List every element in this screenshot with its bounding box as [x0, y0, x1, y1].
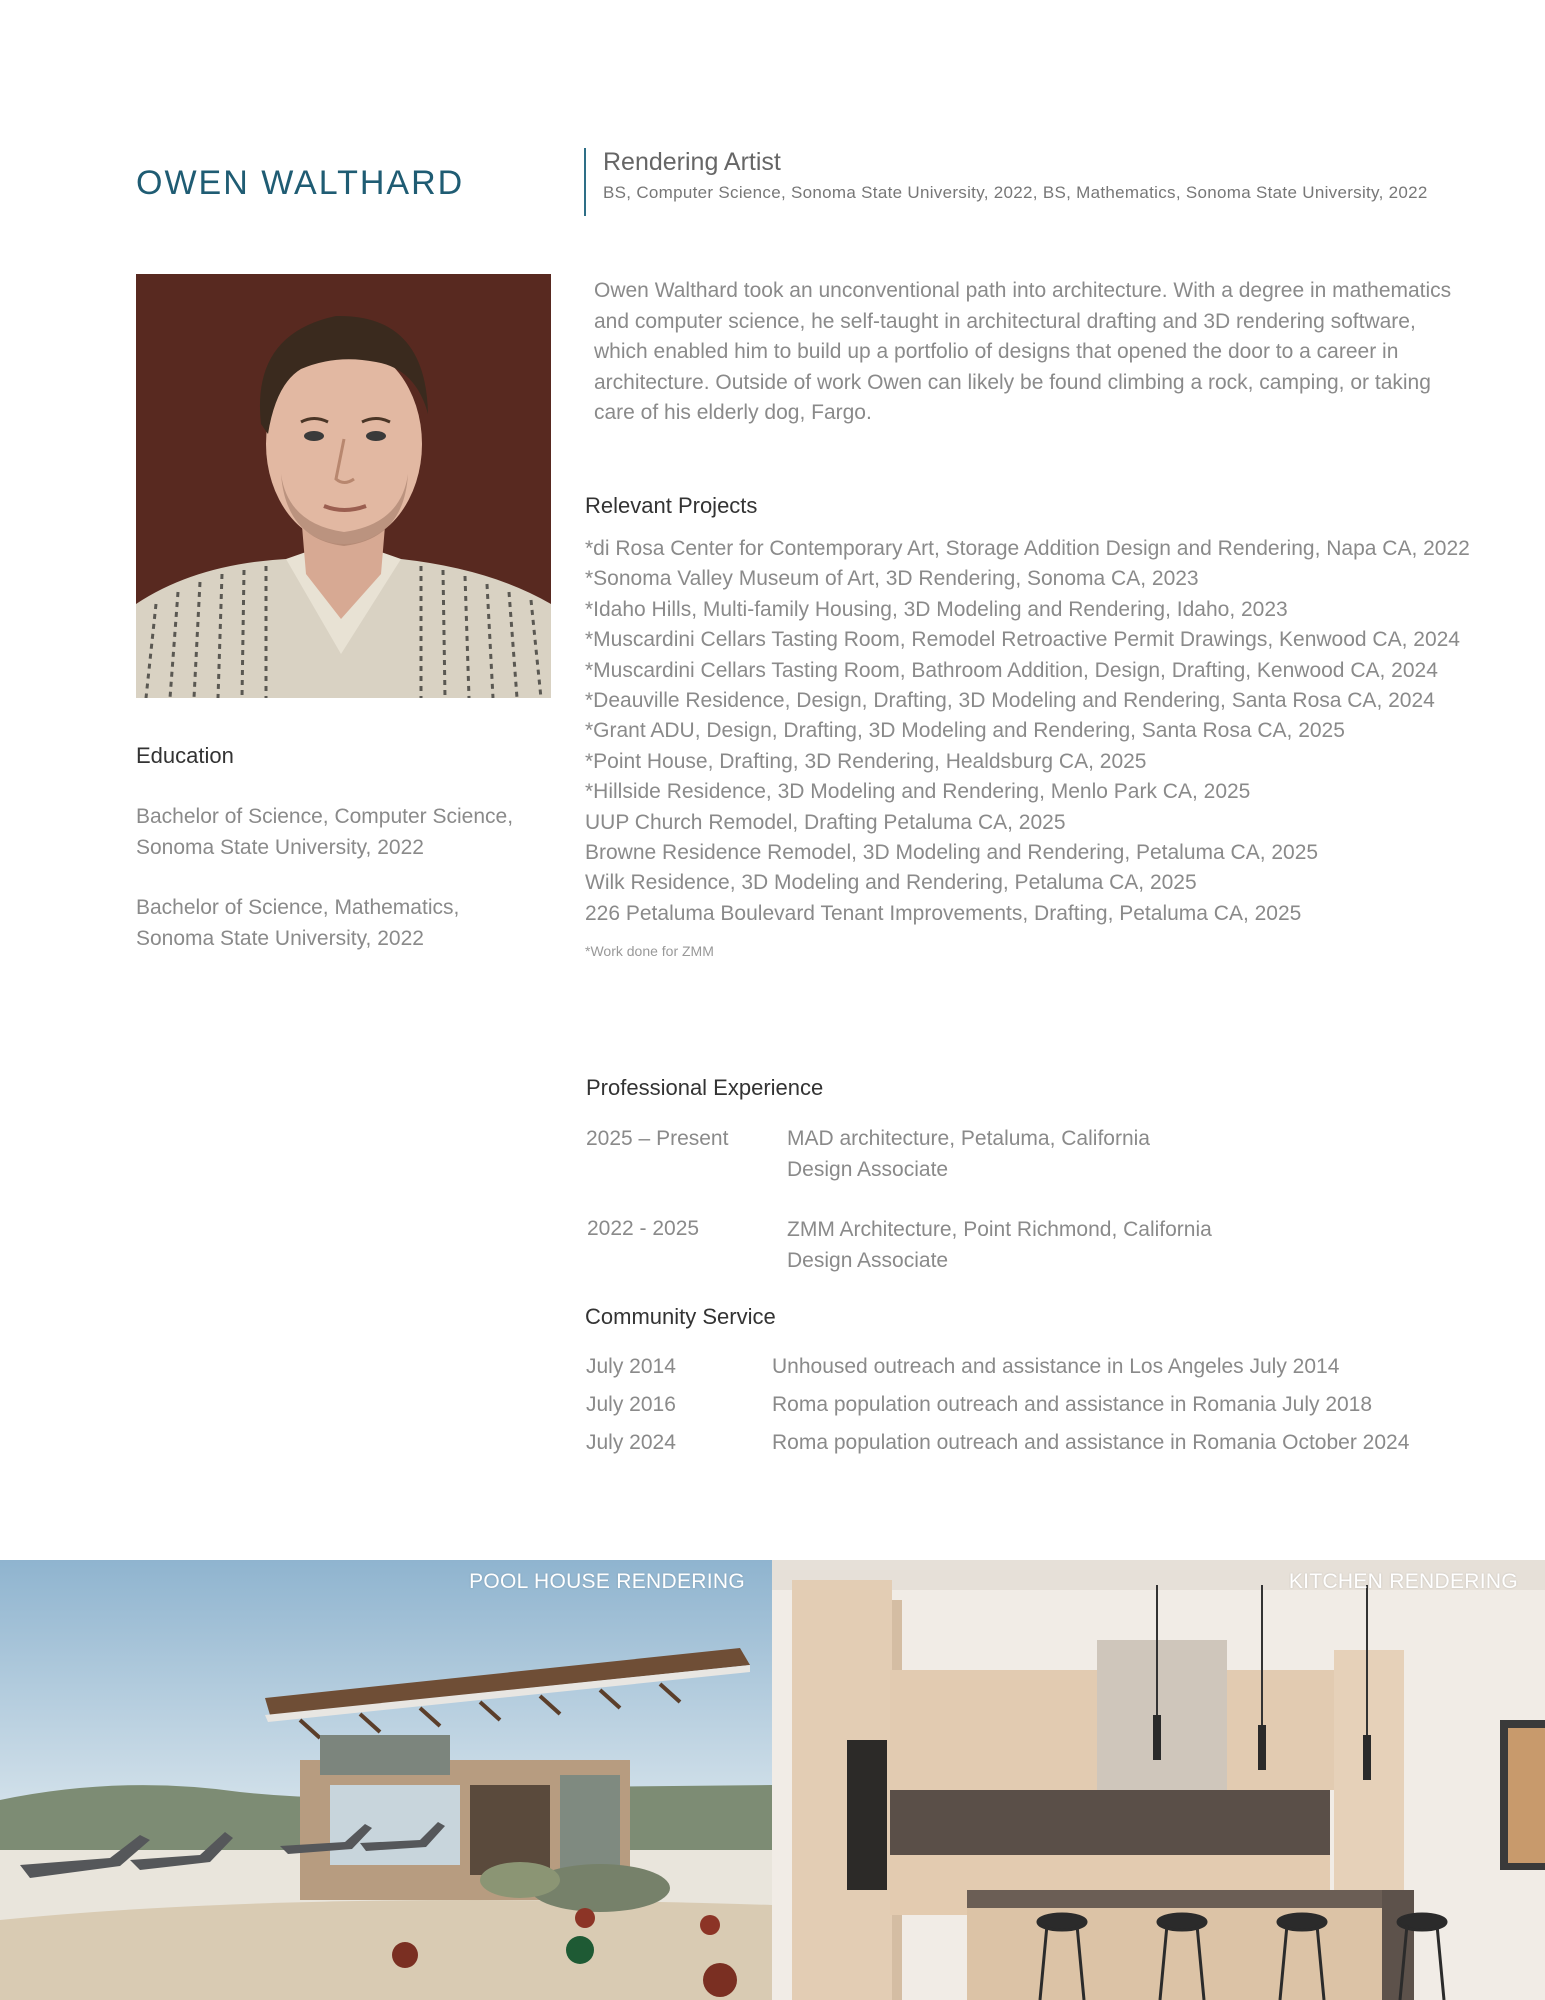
- kitchen-rendering: [772, 1560, 1545, 2000]
- pool-house-caption: POOL HOUSE RENDERING: [469, 1570, 745, 1593]
- projects-heading: Relevant Projects: [585, 493, 758, 518]
- community-description: Roma population outreach and assistance in Romania July 2018: [772, 1393, 1373, 1416]
- community-description: Unhoused outreach and assistance in Los Angeles July 2014: [772, 1355, 1340, 1378]
- education-school: Sonoma State University, 2022: [136, 835, 424, 859]
- education-item: [136, 893, 459, 954]
- project-item: *Grant ADU, Design, Drafting, 3D Modeling and Rendering, Santa Rosa CA, 2025: [585, 719, 1345, 743]
- degrees-summary: BS, Computer Science, Sonoma State University, 2022, BS, Mathematics, Sonoma State University, 2022: [603, 183, 1428, 202]
- pool-house-rendering: [0, 1560, 772, 2000]
- community-date: July 2014: [586, 1355, 676, 1378]
- candidate-name: OWEN WALTHARD: [136, 164, 465, 202]
- project-item: *Hillside Residence, 3D Modeling and Rendering, Menlo Park CA, 2025: [585, 780, 1251, 804]
- project-item: UUP Church Remodel, Drafting Petaluma CA, 2025: [585, 810, 1066, 834]
- experience-company: MAD architecture, Petaluma, California: [787, 1127, 1150, 1150]
- projects-list: [585, 534, 1470, 929]
- education-degree: Bachelor of Science, Mathematics,: [136, 896, 460, 919]
- bio-paragraph: Owen Walthard took an unconventional path into architecture. With a degree in mathematics and computer science, he self-taught in architectural drafting and 3D rendering software, which enabled him to build up a portfolio of designs that opened the door to a career in architecture. Outside of work Owen can likely be found climbing a rock, camping, or taking care of his elderly dog, Fargo.: [594, 279, 1452, 424]
- project-item: *Muscardini Cellars Tasting Room, Remodel Retroactive Permit Drawings, Kenwood CA, 2024: [585, 628, 1460, 652]
- community-heading: Community Service: [585, 1304, 776, 1329]
- education-heading: Education: [136, 743, 234, 768]
- experience-dates: 2022 - 2025: [587, 1217, 700, 1240]
- community-date: July 2016: [586, 1393, 676, 1416]
- education-school: Sonoma State University, 2022: [136, 926, 424, 950]
- experience-dates: 2025 – Present: [586, 1127, 729, 1150]
- header-divider: [584, 148, 586, 216]
- experience-entry: [787, 1124, 1150, 1185]
- project-item: Browne Residence Remodel, 3D Modeling and Rendering, Petaluma CA, 2025: [585, 841, 1319, 865]
- experience-heading: Professional Experience: [586, 1075, 824, 1100]
- projects-footnote: *Work done for ZMM: [585, 943, 714, 959]
- community-date: July 2024: [586, 1431, 676, 1454]
- project-item: Wilk Residence, 3D Modeling and Rendering, Petaluma CA, 2025: [585, 871, 1197, 895]
- project-item: *di Rosa Center for Contemporary Art, Storage Addition Design and Rendering, Napa CA, 2022: [585, 537, 1470, 560]
- education-degree: Bachelor of Science, Computer Science,: [136, 805, 514, 828]
- education-item: [136, 802, 513, 863]
- job-title: Rendering Artist: [603, 148, 781, 176]
- experience-role: Design Associate: [787, 1248, 949, 1272]
- kitchen-caption: KITCHEN RENDERING: [1288, 1570, 1518, 1593]
- project-item: 226 Petaluma Boulevard Tenant Improvements, Drafting, Petaluma CA, 2025: [585, 901, 1302, 925]
- community-description: Roma population outreach and assistance in Romania October 2024: [772, 1431, 1410, 1454]
- experience-entry: [787, 1215, 1212, 1276]
- project-item: *Point House, Drafting, 3D Rendering, Healdsburg CA, 2025: [585, 749, 1147, 773]
- project-item: *Muscardini Cellars Tasting Room, Bathroom Addition, Design, Drafting, Kenwood CA, 2024: [585, 658, 1438, 682]
- portrait-photo: [136, 274, 551, 698]
- project-item: *Deauville Residence, Design, Drafting, 3D Modeling and Rendering, Santa Rosa CA, 2024: [585, 689, 1435, 713]
- experience-company: ZMM Architecture, Point Richmond, California: [787, 1218, 1212, 1241]
- experience-role: Design Associate: [787, 1157, 949, 1181]
- project-item: *Sonoma Valley Museum of Art, 3D Rendering, Sonoma CA, 2023: [585, 567, 1199, 591]
- project-item: *Idaho Hills, Multi-family Housing, 3D Modeling and Rendering, Idaho, 2023: [585, 597, 1288, 621]
